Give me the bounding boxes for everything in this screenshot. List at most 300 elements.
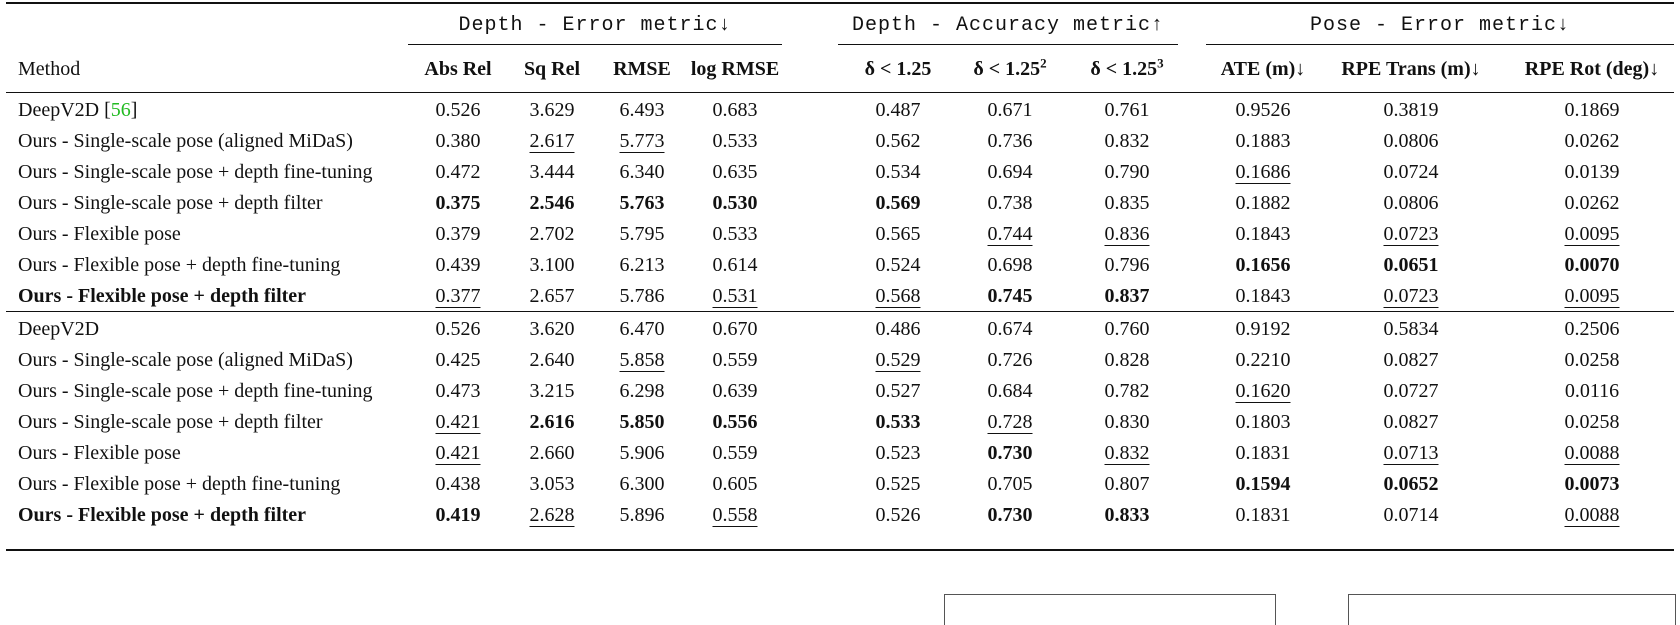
cell-value: 0.728 <box>987 411 1033 433</box>
cell-value: 0.533 <box>712 223 758 245</box>
method-label: Ours - Flexible pose + depth filter <box>18 285 307 307</box>
cell-value: 0.419 <box>435 504 481 526</box>
cell-abs-rel <box>412 126 504 157</box>
method-cell: DeepV2D [56] <box>18 99 138 121</box>
cell-value: 0.534 <box>875 161 921 183</box>
method-label: DeepV2D <box>18 318 100 340</box>
cell-sq-rel <box>505 250 599 281</box>
cell-value: 0.726 <box>987 349 1033 371</box>
cell-rpe-rot <box>1508 281 1676 312</box>
cell-log-rmse <box>685 345 785 376</box>
cell-value: 0.832 <box>1104 442 1150 464</box>
table-row <box>0 500 1680 531</box>
cell-rpe-rot <box>1508 219 1676 250</box>
cell-value: 5.906 <box>619 442 665 464</box>
col-header-delta-3-exp: 3 <box>1157 55 1164 71</box>
cell-ate <box>1208 219 1318 250</box>
cell-value: 0.1686 <box>1235 161 1291 183</box>
cell-value: 2.617 <box>529 130 575 152</box>
cell-value: 0.1843 <box>1235 223 1291 245</box>
table-row <box>0 281 1680 312</box>
figure-frame-right <box>1348 594 1676 625</box>
cell-value: 0.0727 <box>1383 380 1439 402</box>
cell-value: 0.836 <box>1104 223 1150 245</box>
cell-value: 0.523 <box>875 442 921 464</box>
cell-rmse <box>599 281 685 312</box>
cell-value: 0.1594 <box>1235 473 1291 495</box>
cell-value: 0.533 <box>875 411 921 433</box>
method-cell <box>18 188 408 219</box>
group-rule-depth-accuracy <box>838 44 1178 45</box>
cell-rmse <box>599 376 685 407</box>
table-row <box>0 250 1680 281</box>
col-header-sq-rel: Sq Rel <box>523 58 581 80</box>
cell-value: 6.493 <box>619 99 665 121</box>
cell-value: 0.0806 <box>1383 130 1439 152</box>
table-row <box>0 188 1680 219</box>
cell-rpe-trans <box>1320 500 1502 531</box>
cell-rpe-trans <box>1320 469 1502 500</box>
cell-rmse <box>599 345 685 376</box>
cell-value: 2.546 <box>529 192 575 214</box>
cell-value: 0.730 <box>987 442 1033 464</box>
cell-value: 0.0723 <box>1383 223 1439 245</box>
cell-value: 0.705 <box>987 473 1033 495</box>
cell-delta-3 <box>1068 314 1186 345</box>
cell-value: 0.0088 <box>1564 504 1620 526</box>
col-header-rpe-rot: RPE Rot (deg)↓ <box>1524 58 1660 80</box>
method-cell <box>18 469 408 500</box>
cell-sq-rel <box>505 188 599 219</box>
cell-delta-3 <box>1068 469 1186 500</box>
cell-value: 0.439 <box>435 254 481 276</box>
cell-delta-1 <box>838 157 958 188</box>
cell-log-rmse <box>685 500 785 531</box>
cell-value: 0.533 <box>712 130 758 152</box>
cell-value: 2.616 <box>529 411 575 433</box>
cell-value: 0.0806 <box>1383 192 1439 214</box>
cell-rpe-rot <box>1508 438 1676 469</box>
cell-rpe-rot <box>1508 188 1676 219</box>
cell-value: 0.0139 <box>1564 161 1620 183</box>
cell-rpe-rot <box>1508 250 1676 281</box>
cell-value: 6.300 <box>619 473 665 495</box>
col-header-delta-3 <box>1068 54 1186 84</box>
cell-value: 0.684 <box>987 380 1033 402</box>
cell-value: 2.660 <box>529 442 575 464</box>
cell-rpe-rot <box>1508 314 1676 345</box>
cell-value: 0.0073 <box>1564 473 1620 495</box>
cell-delta-1 <box>838 407 958 438</box>
cell-delta-3 <box>1068 188 1186 219</box>
cell-sq-rel <box>505 376 599 407</box>
cell-sq-rel <box>505 281 599 312</box>
cell-abs-rel <box>412 314 504 345</box>
cell-value: 0.760 <box>1104 318 1150 340</box>
cell-value: 0.738 <box>987 192 1033 214</box>
cell-value: 0.1843 <box>1235 285 1291 307</box>
cell-rmse <box>599 188 685 219</box>
method-label: Ours - Flexible pose <box>18 442 181 464</box>
citation-link[interactable]: 56 <box>110 99 131 121</box>
cell-rmse <box>599 469 685 500</box>
cell-rpe-rot <box>1508 126 1676 157</box>
group-rule-pose-error <box>1206 44 1674 45</box>
cell-value: 0.745 <box>987 285 1033 307</box>
cell-value: 0.835 <box>1104 192 1150 214</box>
cell-value: 0.694 <box>987 161 1033 183</box>
cell-ate <box>1208 157 1318 188</box>
cell-rpe-trans <box>1320 407 1502 438</box>
cell-value: 0.0116 <box>1564 380 1620 402</box>
cell-rpe-trans <box>1320 250 1502 281</box>
col-header-delta-2-exp: 2 <box>1040 55 1047 71</box>
cell-value: 0.569 <box>875 192 921 214</box>
bottom-rule <box>6 549 1674 551</box>
cell-rmse <box>599 438 685 469</box>
cell-log-rmse <box>685 469 785 500</box>
cell-delta-2 <box>952 438 1068 469</box>
cell-value: 0.473 <box>435 380 481 402</box>
cell-delta-2 <box>952 345 1068 376</box>
col-header-delta-3-base: δ < 1.25 <box>1090 58 1158 80</box>
cell-value: 0.635 <box>712 161 758 183</box>
cell-abs-rel <box>412 95 504 126</box>
cell-delta-1 <box>838 250 958 281</box>
cell-delta-3 <box>1068 157 1186 188</box>
cell-ate <box>1208 438 1318 469</box>
cell-sq-rel <box>505 314 599 345</box>
cell-value: 2.640 <box>529 349 575 371</box>
cell-rpe-trans <box>1320 376 1502 407</box>
cell-ate <box>1208 188 1318 219</box>
method-cell <box>18 281 408 312</box>
method-cell <box>18 345 408 376</box>
cell-delta-3 <box>1068 376 1186 407</box>
cell-log-rmse <box>685 95 785 126</box>
cell-value: 0.562 <box>875 130 921 152</box>
cell-rpe-rot <box>1508 345 1676 376</box>
cell-value: 0.9192 <box>1235 318 1291 340</box>
cell-value: 6.340 <box>619 161 665 183</box>
method-cell <box>18 219 408 250</box>
cell-delta-2 <box>952 219 1068 250</box>
cell-value: 0.605 <box>712 473 758 495</box>
section-rule <box>6 311 1674 312</box>
table-row <box>0 407 1680 438</box>
col-header-method: Method <box>18 58 81 80</box>
cell-value: 6.213 <box>619 254 665 276</box>
cell-value: 0.736 <box>987 130 1033 152</box>
cell-sq-rel <box>505 157 599 188</box>
cell-value: 0.530 <box>712 192 758 214</box>
cell-rpe-rot <box>1508 469 1676 500</box>
cell-abs-rel <box>412 219 504 250</box>
cell-value: 0.0651 <box>1383 254 1439 276</box>
cell-value: 0.438 <box>435 473 481 495</box>
cell-value: 2.628 <box>529 504 575 526</box>
cell-delta-1 <box>838 219 958 250</box>
col-header-rmse: RMSE <box>613 58 671 80</box>
cell-value: 6.298 <box>619 380 665 402</box>
cell-ate <box>1208 500 1318 531</box>
cell-value: 0.524 <box>875 254 921 276</box>
cell-value: 0.0095 <box>1564 285 1620 307</box>
cell-rpe-rot <box>1508 407 1676 438</box>
figure-frame-left <box>944 594 1276 625</box>
cell-delta-3 <box>1068 219 1186 250</box>
cell-value: 0.761 <box>1104 99 1150 121</box>
cell-value: 0.526 <box>435 318 481 340</box>
cell-ate <box>1208 314 1318 345</box>
table-row <box>0 376 1680 407</box>
cell-log-rmse <box>685 376 785 407</box>
cell-value: 2.702 <box>529 223 575 245</box>
cell-value: 0.1803 <box>1235 411 1291 433</box>
cell-sq-rel <box>505 469 599 500</box>
cell-value: 0.559 <box>712 349 758 371</box>
cell-ate <box>1208 126 1318 157</box>
cell-delta-1 <box>838 281 958 312</box>
cell-value: 0.529 <box>875 349 921 371</box>
cell-value: 0.0713 <box>1383 442 1439 464</box>
cell-log-rmse <box>685 314 785 345</box>
method-label: Ours - Single-scale pose (aligned MiDaS) <box>18 130 353 152</box>
cell-rpe-trans <box>1320 219 1502 250</box>
cell-delta-1 <box>838 126 958 157</box>
cell-value: 5.763 <box>619 192 665 214</box>
cell-rpe-trans <box>1320 157 1502 188</box>
col-header-delta-2-base: δ < 1.25 <box>973 58 1041 80</box>
cell-rpe-trans <box>1320 438 1502 469</box>
cell-value: 0.421 <box>435 411 481 433</box>
method-label: Ours - Flexible pose + depth filter <box>18 504 307 526</box>
cell-log-rmse <box>685 281 785 312</box>
cell-abs-rel <box>412 188 504 219</box>
cell-abs-rel <box>412 500 504 531</box>
cell-delta-1 <box>838 188 958 219</box>
cell-abs-rel <box>412 345 504 376</box>
cell-value: 0.1620 <box>1235 380 1291 402</box>
cell-value: 0.0095 <box>1564 223 1620 245</box>
header-rule <box>6 92 1674 93</box>
method-label: Ours - Flexible pose + depth fine-tuning <box>18 254 341 276</box>
cell-ate <box>1208 469 1318 500</box>
cell-delta-1 <box>838 376 958 407</box>
cell-value: 0.0724 <box>1383 161 1439 183</box>
table-row <box>0 469 1680 500</box>
cell-rpe-rot <box>1508 157 1676 188</box>
cell-delta-3 <box>1068 407 1186 438</box>
cell-value: 0.1656 <box>1235 254 1291 276</box>
cell-value: 0.527 <box>875 380 921 402</box>
cell-value: 0.796 <box>1104 254 1150 276</box>
method-cell <box>18 500 408 531</box>
cell-value: 0.559 <box>712 442 758 464</box>
cell-value: 5.850 <box>619 411 665 433</box>
group-header-depth-error: Depth - Error metric↓ <box>458 14 732 37</box>
cell-value: 0.568 <box>875 285 921 307</box>
method-label: Ours - Single-scale pose + depth filter <box>18 192 323 214</box>
cell-abs-rel <box>412 281 504 312</box>
cell-value: 0.790 <box>1104 161 1150 183</box>
cell-value: 0.375 <box>435 192 481 214</box>
cell-abs-rel <box>412 438 504 469</box>
cell-abs-rel <box>412 469 504 500</box>
cell-delta-1 <box>838 95 958 126</box>
method-label: Ours - Single-scale pose + depth fine-tuning <box>18 161 373 183</box>
cell-value: 0.744 <box>987 223 1033 245</box>
cell-sq-rel <box>505 500 599 531</box>
cell-log-rmse <box>685 126 785 157</box>
cell-value: 5.858 <box>619 349 665 371</box>
cell-value: 0.526 <box>435 99 481 121</box>
cell-value: 3.100 <box>529 254 575 276</box>
cell-value: 5.795 <box>619 223 665 245</box>
table-row <box>0 345 1680 376</box>
cell-value: 3.053 <box>529 473 575 495</box>
cell-delta-3 <box>1068 438 1186 469</box>
top-rule <box>6 2 1674 4</box>
col-header-ate: ATE (m)↓ <box>1220 58 1306 80</box>
cell-value: 0.558 <box>712 504 758 526</box>
cell-value: 0.0262 <box>1564 192 1620 214</box>
cell-value: 3.444 <box>529 161 575 183</box>
cell-value: 0.0262 <box>1564 130 1620 152</box>
cell-value: 0.0827 <box>1383 349 1439 371</box>
method-label: DeepV2D <box>18 99 100 121</box>
cell-value: 0.526 <box>875 504 921 526</box>
cell-rmse <box>599 219 685 250</box>
group-rule-depth-error <box>408 44 782 45</box>
cell-value: 0.614 <box>712 254 758 276</box>
cell-delta-1 <box>838 345 958 376</box>
cell-value: 3.215 <box>529 380 575 402</box>
cell-rmse <box>599 407 685 438</box>
method-cell <box>18 250 408 281</box>
cell-log-rmse <box>685 219 785 250</box>
table-row <box>0 438 1680 469</box>
cell-sq-rel <box>505 345 599 376</box>
cell-sq-rel <box>505 95 599 126</box>
cell-rmse <box>599 126 685 157</box>
table-row <box>0 157 1680 188</box>
group-header-depth-accuracy: Depth - Accuracy metric↑ <box>851 14 1165 37</box>
cell-delta-1 <box>838 469 958 500</box>
cell-delta-1 <box>838 314 958 345</box>
cell-delta-3 <box>1068 95 1186 126</box>
cell-value: 0.0258 <box>1564 349 1620 371</box>
cell-delta-1 <box>838 500 958 531</box>
table-row <box>0 126 1680 157</box>
cell-value: 0.671 <box>987 99 1033 121</box>
cell-delta-2 <box>952 157 1068 188</box>
cell-value: 0.830 <box>1104 411 1150 433</box>
cell-rpe-trans <box>1320 188 1502 219</box>
cell-value: 0.833 <box>1104 504 1150 526</box>
method-label: Ours - Single-scale pose (aligned MiDaS) <box>18 349 353 371</box>
method-cell <box>18 438 408 469</box>
cell-delta-2 <box>952 500 1068 531</box>
method-cell <box>18 314 408 345</box>
cell-delta-3 <box>1068 345 1186 376</box>
cell-value: 0.5834 <box>1383 318 1439 340</box>
cell-value: 0.1831 <box>1235 442 1291 464</box>
cell-value: 0.2210 <box>1235 349 1291 371</box>
cell-ate <box>1208 250 1318 281</box>
cell-value: 3.629 <box>529 99 575 121</box>
cell-value: 0.9526 <box>1235 99 1291 121</box>
cell-value: 0.1882 <box>1235 192 1291 214</box>
cell-value: 0.1869 <box>1564 99 1620 121</box>
cell-delta-2 <box>952 469 1068 500</box>
cell-value: 0.828 <box>1104 349 1150 371</box>
cell-value: 5.896 <box>619 504 665 526</box>
cell-sq-rel <box>505 438 599 469</box>
cell-value: 5.773 <box>619 130 665 152</box>
cell-sq-rel <box>505 126 599 157</box>
cell-log-rmse <box>685 407 785 438</box>
cell-delta-2 <box>952 376 1068 407</box>
cell-value: 0.0258 <box>1564 411 1620 433</box>
cell-value: 0.807 <box>1104 473 1150 495</box>
cell-value: 0.670 <box>712 318 758 340</box>
cell-value: 0.377 <box>435 285 481 307</box>
cell-value: 0.487 <box>875 99 921 121</box>
method-label: Ours - Single-scale pose + depth filter <box>18 411 323 433</box>
cell-abs-rel <box>412 376 504 407</box>
cell-value: 5.786 <box>619 285 665 307</box>
method-cell <box>18 376 408 407</box>
cell-value: 0.0723 <box>1383 285 1439 307</box>
col-header-rpe-trans: RPE Trans (m)↓ <box>1341 58 1481 80</box>
cell-value: 0.486 <box>875 318 921 340</box>
cell-delta-3 <box>1068 250 1186 281</box>
cell-rmse <box>599 314 685 345</box>
method-cell <box>18 157 408 188</box>
cell-value: 0.0088 <box>1564 442 1620 464</box>
cell-rmse <box>599 250 685 281</box>
cell-sq-rel <box>505 407 599 438</box>
cell-delta-2 <box>952 281 1068 312</box>
cell-rmse <box>599 157 685 188</box>
method-label: Ours - Flexible pose + depth fine-tuning <box>18 473 341 495</box>
cell-value: 0.639 <box>712 380 758 402</box>
cell-value: 0.0827 <box>1383 411 1439 433</box>
cell-value: 0.380 <box>435 130 481 152</box>
cell-delta-3 <box>1068 126 1186 157</box>
cell-delta-2 <box>952 407 1068 438</box>
cell-value: 0.837 <box>1104 285 1150 307</box>
cell-delta-2 <box>952 314 1068 345</box>
cell-value: 0.0714 <box>1383 504 1439 526</box>
table-row <box>0 314 1680 345</box>
cell-ate <box>1208 407 1318 438</box>
cell-delta-2 <box>952 250 1068 281</box>
cell-delta-2 <box>952 95 1068 126</box>
cell-value: 0.556 <box>712 411 758 433</box>
cell-rpe-rot <box>1508 376 1676 407</box>
method-cell <box>18 407 408 438</box>
cell-value: 0.683 <box>712 99 758 121</box>
cell-value: 0.0070 <box>1564 254 1620 276</box>
cell-value: 6.470 <box>619 318 665 340</box>
cell-value: 0.565 <box>875 223 921 245</box>
cell-rpe-trans <box>1320 345 1502 376</box>
cell-value: 0.1883 <box>1235 130 1291 152</box>
col-header-delta-2 <box>952 54 1068 84</box>
cell-rpe-trans <box>1320 281 1502 312</box>
